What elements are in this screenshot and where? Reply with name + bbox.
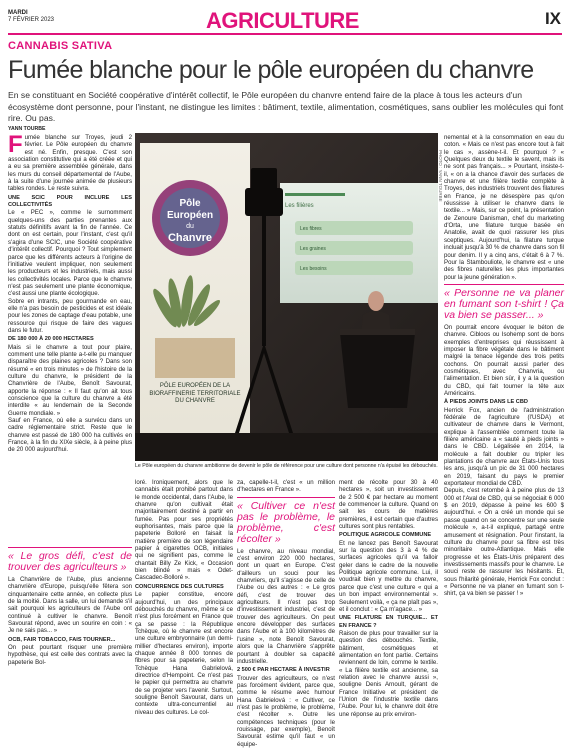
page-date-text: 7 FÉVRIER 2023 — [8, 17, 55, 23]
paragraph: Raison de plus pour travailler sur la question des débouchés. Textile, bâtiment, cosmétiques et alimentation en font partie. Certains reviennent de loin, comme le textile. « La filière textile est ancienne, sa relation avec le chanvre aussi », souligne Denis Arnoult, gérant de France Initiative et président de l'Union de l'industrie textile dans l'Aube. Pour lui, le chanvre doit être une réponse au prix environ- — [339, 629, 438, 718]
paragraph: On peut pourtant risquer une première hypothèse, qui est celle des contrats avec la papeterie Bol- — [8, 644, 132, 666]
article-title: Fumée blanche pour le pôle européen du chanvre — [8, 56, 534, 84]
conference-photo — [135, 133, 438, 461]
paragraph: Herrick Fox, ancien de l'administration fédérale de l'agriculture (l'USDA) et cultivateur de chanvre dans le Vermont, explique à l'assemblée comment toute la filière américaine a « sauté à pieds joints » dans le CBD. Légalisée en 2014, la molécule a fait doubler ou tripler les plantations de chanvre aux États-Unis tous les ans, jusqu'à un pic de 31 000 hectares en 2019, faisant du pays le premier exportateur mondial de CBD. — [444, 406, 564, 488]
subheading: À PIEDS JOINTS DANS LE CBD — [444, 399, 528, 406]
column-1-bottom — [8, 544, 132, 719]
paragraph: Et ne lancez pas Benoît Savourat sur la question des 3 à 4 % de surfaces agricoles qu'il va falloir geler dans le cadre de la nouvelle Politique agricole commune. Lui, il voudrait bien y mettre du chanvre, parce que c'est une culture « qui a un bon impact environnemental ». Seulement voilà, « ça ne plaît pas », et il conclut : « Ça m'agace... » — [339, 539, 438, 613]
poster-logo-du: du — [186, 223, 194, 230]
paragraph: Mais si le chanvre a tout pour plaire, comment une telle plante a-t-elle pu manquer disparaître des plaines agricoles ? Dans son résumé « en trois minutes » de l'histoire de la culture du chanvre, le président de la Chanvrière de l'Aube, Benoît Savourat, apporte la réponse : « Il faut qu'on ait tous conscience que la culture du chanvre a été interdite « au lendemain de la Seconde Guerre mondiale. » — [8, 343, 132, 417]
slide-title: Les filières — [285, 203, 314, 209]
paragraph: Sobre en intrants, peu gourmande en eau, elle n'a pas besoin de pesticides et est idéale pour les zones de captage d'eau potable, une ressource qui risque de faire des vagues dans le futur. — [8, 297, 132, 334]
page-number: IX — [544, 9, 561, 28]
column-3 — [237, 479, 335, 748]
pull-quote — [444, 284, 564, 321]
paragraph: za, capelle-t-il, c'est « un million d'hectares en France ». — [237, 479, 335, 494]
subheading: OCB, FAIR TOBACCO, FAIS TOURNER... — [8, 636, 116, 643]
quote-text: « Le gros défi, c'est de trouver des agriculteurs » — [8, 550, 132, 573]
page-date — [8, 10, 54, 24]
paragraph: Trouver des agriculteurs, ce n'est pas forcément évident, parce que, comme le résume avec humour Hana Gabrielová : « Cultiver, ce n'est pas le problème, le problème, c'est récolter ». Outre les compétences techniques (pour le rouissage, par exemple), Benoît Savourat estime qu'il faut « un équipe- — [237, 674, 335, 748]
quote-rule — [444, 284, 564, 285]
pull-quote — [8, 547, 132, 573]
paragraph: ment de récolte pour 30 à 40 hectares », soit un investissement de 2 500 € par hectare au moment de commencer la culture. Quand on sait les cours de matières premières, il est certain que d'autres cultures sont plus rentables. — [339, 479, 438, 531]
column-2 — [135, 479, 233, 719]
column-1 — [8, 131, 132, 542]
quote-text: « Personne ne va planer en fumant son t-shirt ! Ça va bien se passer... » — [444, 286, 564, 321]
paragraph: Le papier constitue, encore aujourd'hui, un des principaux débouchés du chanvre, même si ce n'est plus forcément en France que ça se passe : la République Tchèque, où le chanvre est encore une culture embryonnaire (un demi-millier d'hectares environ), importe chaque année 8 000 tonnes de fibres pour sa papeterie, selon la Tchèque Hana Gabrielová, directrice d'Hempoint. Ce n'est pas le papier qui permettra au chanvre de se projeter vers l'avenir. Surtout, souligne Benoît Savourat, dans un contexte ultra-concurrentiel au niveau des cultures. Le col- — [135, 591, 233, 716]
header-rule — [8, 33, 562, 35]
section-title: AGRICULTURE — [206, 8, 359, 33]
quote-rule — [8, 547, 132, 548]
paragraph-text: umée blanche sur Troyes, jeudi 2 février. Le Pôle européen du chanvre est né. Enfin, presque. C'est son association constitutive qui a été créée et qui a eu sa première assemblée générale, dans les murs du conseil départemental de l'Aube, à la suite d'une journée animée de plusieurs tables rondes. Le reste suivra. — [8, 134, 132, 193]
paragraph: Sauf en France, où elle a survécu dans un cadre réglementaire strict. Reste que le chanvre est passé de 180 000 ha cultivés en France, à la fin du XIXe siècle, à à peine plus de 20 000 aujourd'hui. — [8, 417, 132, 454]
poster-logo-pole: Pôle — [179, 198, 201, 209]
paragraph: nemental et à la consommation en eau du coton. « Mais ce n'est pas encore tout à fait le cas », assène-t-il. Et pourquoi ? « Quelques deux du textile le savent, mais ils ne sont pas français... » Pourtant, insiste-t-il, « on a la chance d'avoir des surfaces de chanvre et une filière textile complète à Troyes, des industriels trouvent des filatures en France, je ne désespère pas qu'on réussisse à utiliser le chanvre dans le textile... » Mais, sur ce point, la présentation de Zenoure Danisman, chef du marketing d'Orta, une filature turque basée en Anatolie, avait de quoi rassurer les plus sceptiques. Aujourd'hui, la filature turque incluait jusqu'à 30 % de chanvre dans son fil pour denim. Il y a cinq ans, c'était 6 à 7 %. Pour la Stambouliote, le chanvre est « une des fibres naturelles les plus importantes pour la jeune génération ». — [444, 134, 564, 281]
article-kicker: CANNABIS SATIVA — [8, 40, 113, 52]
pull-quote — [237, 497, 335, 545]
article-standfirst: En se constituant en Société coopérative d'intérêt collectif, le Pôle européen du chanvre entend faire de la place à tous les acteurs d'un écosystème dont personne, pour l'instant, ne distingue les limites : bâtiment, textile, alimentation, cosmétiques, sans oublier les molécules qui font rire. Ou pas. — [8, 90, 564, 123]
poster-logo-chanvre: Chanvre — [167, 232, 213, 244]
paragraph: loré. Ironiquement, alors que le cannabis était prohibé partout dans le monde occidental, dans l'Aube, le chanvre qu'on cultivait était majoritairement destiné à partir en fumée. Pas pour ses propriétés euphorisantes, mais parce que la papeterie Bolloré en faisait la matière première de son légendaire papier à cigarettes OCB, initiales qui ne signifient pas, comme le chantait Billy Ze Kick, « Occasion bien blindé » mais « Odet-Cascadec-Bolloré ». — [135, 479, 233, 582]
subheading: UNE SCIC POUR INCLURE LES COLLECTIVITÉS — [8, 194, 132, 209]
column-5 — [444, 134, 564, 719]
subheading: 2 500 € PAR HECTARE À INVESTIR — [237, 667, 330, 674]
slide-item-fibres: Les fibres — [300, 226, 322, 232]
paragraph: Depuis, c'est retombé à à peine plus de 13 000 et l'Aval de CBD, qui se négociait 6 000 $ en 2019, dépasse à peine les 600 $ aujourd'hui. « On a créé un monde qui se passe quand on se concentre sur une seule molécule », a-t-il expliqué, partagé entre amusement et résignation. Pour l'instant, la culture du chanvre pour sa fibre est très minoritaire outre-Atlantique. Mais elle progresse et les États-Unis préparent des investissements massifs pour le chanvre. Le souci reste de rassurer les hésitants. Et, sous l'hilarité générale, Herrick Fox conclut : « Personne ne va planer en fumant son t-shirt, ça va bien se passer ! » — [444, 487, 564, 598]
paragraph: Le « PEC », comme le surnomment quelques-uns des parties prenantes aux statuts définitifs avant la fin de l'année. Ce dont on est certain, pour l'instant, c'est qu'il s'agira d'une SCIC, une Société coopérative d'intérêt collectif. Pourquoi ? Tout simplement parce que les différents acteurs à l'origine de l'initiative veulent impliquer, non seulement les producteurs et les industriels, mais aussi les collectivités locales. Parce que le chanvre n'est pas seulement une plante économique, c'est aussi une plante écologique. — [8, 209, 132, 298]
drop-cap: F — [8, 131, 23, 158]
podium — [340, 333, 415, 408]
subheading: CONCURRENCE DES CULTURES — [135, 583, 224, 590]
photo-caption: Le Pôle européen du chanvre ambitionne de devenir le pôle de référence pour une culture dont personne n'a épuisé les débouchés. — [135, 463, 438, 469]
slide-item-besoins: Les besoins — [300, 266, 327, 272]
stage-floor — [135, 433, 438, 461]
paragraph — [8, 131, 132, 193]
paragraph: On pourrait encore évoquer le béton de chanvre. Cibloos ou Isohemp sont de bons exemples d'entreprises qui réussissent à imposer la fibre végétale dans le bâtiment malgré la tenace légende des trois petits cochons. On pourrait aussi parler des cosmétiques, avec Chanvria, ou l'alimentation. Et bien sûr, il y a la question du CBD, qui fait tourner la tête aux Américains. — [444, 323, 564, 397]
quote-text: « Cultiver ce n'est pas le problème, le problème, c'est récolter » — [237, 499, 335, 545]
subheading: DE 180 000 À 20 000 HECTARES — [8, 336, 94, 343]
column-4 — [339, 479, 438, 719]
subheading: POLITIQUE AGRICOLE COMMUNE — [339, 532, 432, 539]
poster-banner: PÔLE EUROPÉEN DE LA BIORAFFINERIE TERRITORIALE DU CHANVRE — [149, 383, 241, 404]
paragraph: Le chanvre, au niveau mondial, c'est environ 220 000 hectares, dont un quart en Europe. C'est d'ailleurs un souci pour les chanvriers, qu'il s'agisse de celle de l'Aube ou des autres : « Le gros défi, c'est de trouver des agriculteurs. Il n'est pas trop d'investissement industriel, c'est de trouver des agriculteurs. On peut encore développer des surfaces dans l'Aube et à 100 kilomètres de l'usine », note Benoît Savourat, alors que la Chanvrière s'apprête pourtant à doubler sa capacité industrielle. — [237, 547, 335, 665]
subheading: UNE FILATURE EN TURQUIE... ET EN FRANCE ? — [339, 615, 438, 629]
poster-logo-europeen: Européen — [166, 210, 214, 221]
slide-item-graines: Les graines — [300, 246, 326, 252]
page-day: MARDI — [8, 10, 28, 16]
paragraph: La Chanvrière de l'Aube, plus ancienne chanvrière d'Europe, puisqu'elle fêtera son cinquantenaire cette année, en collecte plus de la moitié. Dans la salle, un lui demande s'il sait pourquoi les agriculteurs de l'Aube ont continué à cultiver le chanvre. Benoît Savourat répond, avec un sourire en coin : « Je ne sais pas... » — [8, 576, 132, 635]
photo-credit: PHOTO : YANN TOURBE — [438, 150, 443, 202]
quote-rule — [237, 497, 335, 498]
article-photo — [135, 133, 438, 461]
article-byline: YANN TOURBE — [8, 126, 46, 132]
